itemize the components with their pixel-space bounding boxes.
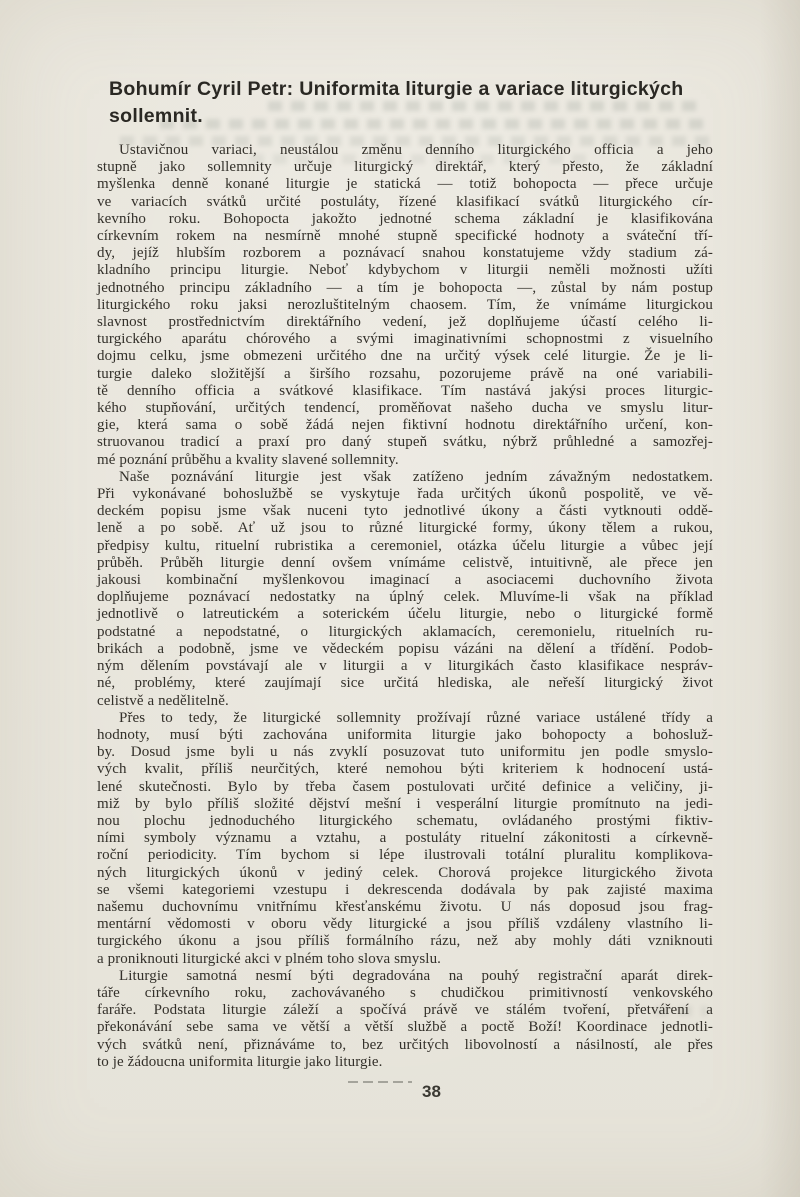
text-line: slavnost prostřednictvím direktářního vedení, jež doplňujeme účastí celého li-	[97, 314, 713, 331]
text-line: nou plochu jednoduchého liturgického schematu, ovládaného prostými fiktiv-	[97, 812, 713, 829]
text-line: to je žádoucna uniformita liturgie jako liturgie.	[97, 1053, 383, 1070]
text-line: ve variacích svátků určité postuláty, řízené klasifikací svátků liturgického cír-	[97, 193, 713, 210]
text-line: liturgického roku jaksi nerozluštitelným chaosem. Tím, že vnímáme liturgickou	[97, 296, 713, 313]
text-line: turgického aparátu chórového a svými imaginativními schopnostmi z visuelního	[97, 331, 713, 348]
text-line: táře církevního roku, zachovávaného s chudičkou primitivností venkovského	[97, 984, 713, 1001]
text-line: by. Dosud jsme byli u nás zvyklí posuzovat tuto uniformitu jen podle smyslo-	[97, 744, 713, 761]
text-line: ními symboly významu a vztahu, a postuláty rituelní zákonitosti a církevně-	[97, 830, 713, 847]
text-line: doplňujeme poznávací nedostatky na úplný celek. Mluvíme-li však na příklad	[97, 589, 713, 606]
text-line: podstatné a nepodstatné, o liturgických aklamacích, ceremonielu, rituelních ru-	[97, 623, 713, 640]
text-line: né, problémy, které zaujímají sice určitá hlediska, ale neřeší liturgický život	[97, 675, 713, 692]
text-line: turgie daleko složitější a širšího rozsahu, pozorujeme právě na oné variabili-	[97, 365, 713, 382]
text-line: celistvě a nedělitelně.	[97, 692, 229, 709]
text-line: jednotného principu základního — a tím je bohopocta —, zůstal by nám postup	[97, 279, 713, 296]
text-line: Liturgie samotná nesmí býti degradována na pouhý registrační aparát direk-	[119, 967, 713, 984]
text-line: lené skutečnosti. Bylo by třeba časem postulovati určité definice a veličiny, ji-	[97, 778, 713, 795]
text-line: turgického úkonu a jsou příliš formálního rázu, než aby mohly dáti vzniknouti	[97, 933, 713, 950]
text-line: Ustavičnou variaci, neustálou změnu denního liturgického officia a jeho	[119, 142, 713, 158]
article-body	[97, 142, 713, 1071]
text-line: předpisy kultu, rituelní rubristika a ceremoniel, otázka účelu liturgie a vůbec její	[97, 537, 713, 554]
paragraph	[97, 710, 713, 968]
text-line: dy, jejíž hlubším rozborem a poznávací snahou konstatujeme vždy stadium zá-	[97, 245, 713, 262]
text-line: mentární vědomosti v oboru vědy liturgické a jsou příliš vzdáleny vlastního li-	[97, 916, 713, 933]
text-line: gie, která sama o sobě žádá nejen fiktivní hodnotu direktářního určení, kon-	[97, 417, 713, 434]
text-line: struovanou tradicí a praxí pro daný stupeň svátku, nýbrž průhledné a samozřej-	[97, 434, 713, 451]
text-line: vých svátků není, přiznáváme to, bez určitých libovolností a násilností, ale přes	[97, 1036, 713, 1053]
text-line: Při vykonávané bohoslužbě se vyskytuje řada určitých úkonů pospolitě, ve vě-	[97, 486, 713, 503]
text-line: ným dělením povstávají ale v liturgii a v liturgikách často klasifikace nespráv-	[97, 658, 713, 675]
text-line: kladního principu liturgie. Neboť kdybychom v liturgii neměli možnosti užíti	[97, 262, 713, 279]
footer-rule	[348, 1081, 412, 1083]
text-line: mé poznání průběhu a kvality slavené sollemnity.	[97, 451, 399, 468]
text-line: se všemi kategoriemi vzestupu i dekrescenda dodávala by pak zajisté maxima	[97, 881, 713, 898]
text-line: myšlenka denně konané liturgie je statická — totiž bohopocta — přece určuje	[97, 176, 713, 193]
text-line: roční periodicity. Tím bychom si lépe ilustrovali totální pluralitu komplikova-	[97, 847, 713, 864]
text-line: jednotlivě o latreutickém a soterickém účelu liturgie, nebo o liturgické formě	[97, 606, 713, 623]
paragraph	[97, 469, 713, 710]
text-line: kevního roku. Bohopocta jakožto jednotné schema základní je klasifikována	[97, 210, 713, 227]
text-line: tě denního officia a svátkové klasifikace. Tím nastává jakýsi proces liturgic-	[97, 382, 713, 399]
text-line: stupně jako sollemnity určuje liturgický direktář, který přesto, že základní	[97, 159, 713, 176]
text-line: dojmu celku, jsme obmezeni určitého dne na určitý výsek celé liturgie. Že je li-	[97, 348, 713, 365]
text-line: našemu duchovnímu vnitřnímu křesťanskému životu. U nás doposud jsou frag-	[97, 898, 713, 915]
text-line: miž by bylo příliš složité dějství mešní i vesperální liturgie promítnuto na jedi-	[97, 795, 713, 812]
text-line: průběh. Průběh liturgie denní ovšem vnímáme celistvě, intuitivně, ale přece jen	[97, 554, 713, 571]
text-line: církevním rokem na nesmírně mnohé stupně specifické hodnoty a sváteční tří-	[97, 228, 713, 245]
text-line: ných liturgických úkonů v jediný celek. Chorová projekce liturgického života	[97, 864, 713, 881]
text-line: a proniknouti liturgické akci v plném toho slova smyslu.	[97, 950, 442, 967]
text-line: jakousi kombinační myšlenkovou imaginací a asociacemi duchovního života	[97, 572, 713, 589]
paragraph	[97, 968, 713, 1071]
text-line: faráře. Podstata liturgie záleží a spočívá právě ve stálém tvoření, přetváření a	[97, 1002, 713, 1019]
text-line: deckém popisu jsme však nuceni tyto jednotlivé úkony a části vytknouti oddě-	[97, 503, 713, 520]
text-line: leně a po sobě. Ať už jsou to různé liturgické formy, úkony tělem a rukou,	[97, 520, 713, 537]
paragraph	[97, 142, 713, 469]
text-line: Přes to tedy, že liturgické sollemnity prožívají různé variace ustálené třídy a	[119, 709, 713, 726]
page-number: 38	[422, 1082, 441, 1101]
text-line: překonávání sebe sama ve větší a větší službě a poctě Boží! Koordinace jednotli-	[97, 1019, 713, 1036]
text-line: Naše poznávání liturgie jest však zatíženo jedním závažným nedostatkem.	[119, 468, 713, 485]
text-line: hodnoty, musí býti zachována uniformita liturgie jako bohopocty a bohosluž-	[97, 726, 713, 743]
text-line: kého stupňování, určitých tendencí, proměňovat našeho ducha ve smyslu litur-	[97, 400, 713, 417]
text-line: vých kvalit, příliš neurčitých, které nemohou býti kriteriem k hodnocení ustá-	[97, 761, 713, 778]
article-title: Bohumír Cyril Petr: Uniformita liturgie a variace liturgických sollemnit.	[109, 78, 684, 127]
text-line: brikách a podobně, jsme ve vědeckém popisu vázáni na dělení a třídění. Podob-	[97, 640, 713, 657]
